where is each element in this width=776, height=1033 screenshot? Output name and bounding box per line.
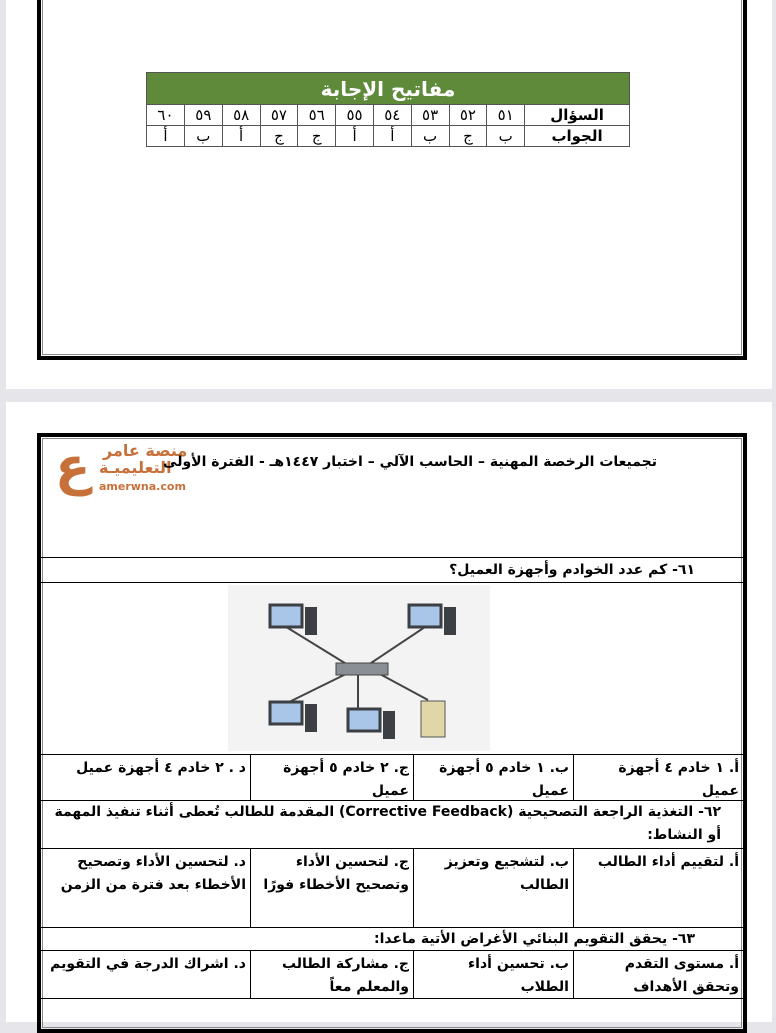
answer-option[interactable]: د. اشراك الدرجة في التقويم [50,956,246,972]
answer-value: أ [373,126,411,147]
network-diagram [228,585,490,751]
question-number: ٥٤ [373,105,411,126]
answer-value: ب [184,126,222,147]
answer-key-title: مفاتيح الإجابة [147,73,630,105]
answer-option[interactable]: ج. لتحسين الأداء وتصحيح الأخطاء فورًا [250,849,413,927]
logo-url: amerwna.com [99,480,186,493]
answer-label: الجواب [525,126,630,147]
answer-option[interactable]: د. لتحسين الأداء وتصحيح الأخطاء بعد فترة من الزمن [60,854,246,893]
question-61: ٦١- كم عدد الخوادم وأجهزة العميل؟ [41,558,743,583]
question-number: ٥٢ [449,105,487,126]
answer-option[interactable]: ب. تحسين أداء الطلاب [413,951,573,998]
answer-key-table [146,72,630,147]
logo-text: التعليميـة [99,458,172,477]
logo-text: منصة عامر [103,441,188,460]
question-number: ٥٧ [260,105,298,126]
logo [55,437,195,501]
answer-value: أ [336,126,374,147]
page-title: تجميعات الرخصة المهنية – الحاسب الآلي – اختبار ١٤٤٧هـ - الفترة الأولى [163,454,657,470]
page-header [41,437,743,558]
question-number: ٥٨ [222,105,260,126]
question-62: ٦٢- التغذية الراجعة التصحيحية (Corrective Feedback) المقدمة للطالب تُعطى أثناء تنفيذ المهمة أو النشاط: [41,801,743,849]
answer-value: ب [487,126,525,147]
answer-value: ج [260,126,298,147]
answer-option[interactable]: أ. ١ خادم ٤ أجهزة عميل [573,755,743,800]
answer-value: ج [449,126,487,147]
answer-value: أ [147,126,185,147]
answer-option[interactable]: أ. لتقييم أداء الطالب [573,849,743,927]
question-number: ٥١ [487,105,525,126]
question-number: ٥٣ [411,105,449,126]
answer-option[interactable]: ب. ١ خادم ٥ أجهزة عميل [413,755,573,800]
answer-option[interactable]: ب. لتشجيع وتعزيز الطالب [413,849,573,927]
logo-mark-icon: ع [55,437,91,497]
question-number: ٥٦ [298,105,336,126]
answer-value: أ [222,126,260,147]
answer-value: ج [298,126,336,147]
answer-option[interactable]: ج. ٢ خادم ٥ أجهزة عميل [250,755,413,800]
answer-option[interactable]: ج. مشاركة الطالب والمعلم معاً [250,951,413,998]
question-number: ٦٠ [147,105,185,126]
server-icon [421,701,445,737]
page-1 [6,0,772,389]
answer-option[interactable]: أ. مستوى التقدم وتحقق الأهداف [573,951,743,998]
answer-value: ب [411,126,449,147]
diagram-row [41,583,743,755]
question-label: السؤال [525,105,630,126]
question-63: ٦٣- يحقق التقويم البنائي الأغراض الأتية ماعدا: [41,928,743,951]
page-frame [37,0,747,360]
switch-icon [336,663,388,675]
page-frame [37,433,747,1033]
question-number: ٥٥ [336,105,374,126]
page-2 [6,402,772,1022]
answer-option[interactable]: د . ٢ خادم ٤ أجهزة عميل [76,760,246,776]
question-number: ٥٩ [184,105,222,126]
